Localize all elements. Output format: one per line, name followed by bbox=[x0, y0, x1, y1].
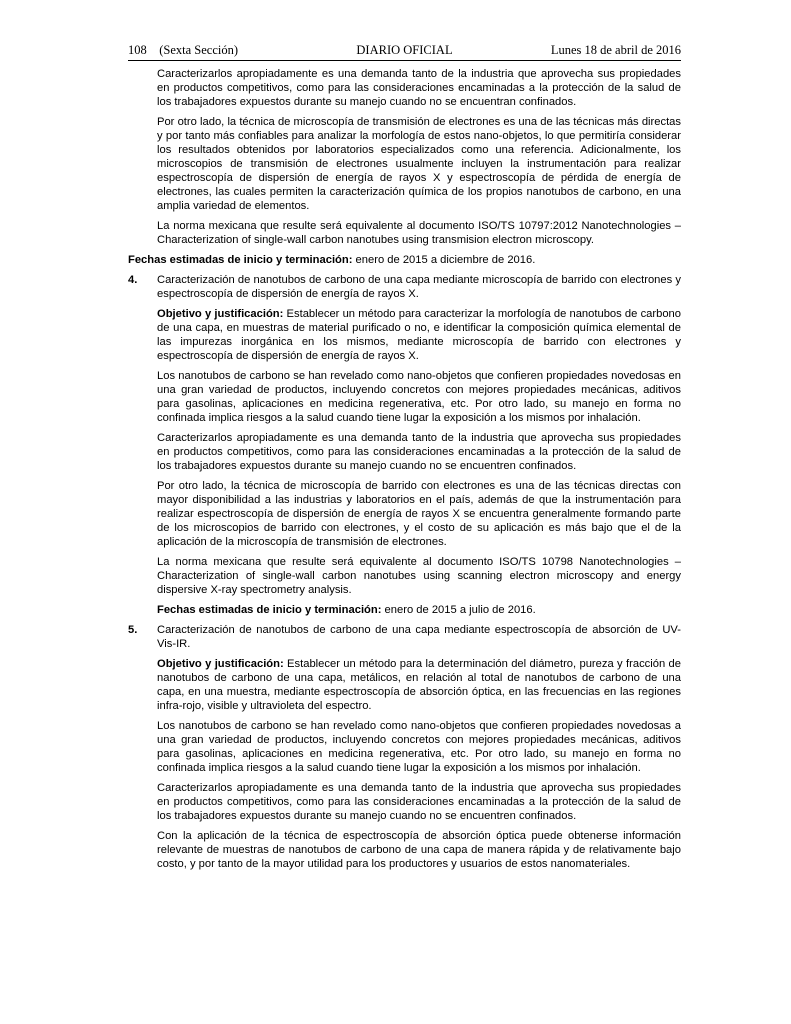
paragraph-espectroscopia-absorcion: Con la aplicación de la técnica de espectroscopía de absorción óptica puede obtenerse información relevante de muestras de nanotubos de carbono de una capa de manera rápida y de relativamente bajo costo, y por tanto de la mayor utilidad para los productores y usuarios de estos nanomateriales. bbox=[157, 830, 681, 870]
fechas-item-3 bbox=[128, 253, 681, 267]
fechas-label: Fechas estimadas de inicio y terminación: bbox=[128, 254, 353, 266]
page-number: 108 bbox=[128, 43, 147, 57]
paragraph-nanotubos-5: Los nanotubos de carbono se han revelado como nano-objetos que confieren propiedades novedosas a una gran variedad de productos, incluyendo concretos con mejores propiedades mecánicas, aditivos para gasolinas, aplicaciones en medicina regenerativa, etc. Por otro lado, su manejo en forma no confinada implica riesgos a la salud cuando tiene lugar la exposición a los mismos por inhalación. bbox=[157, 720, 681, 774]
paragraph-microscopia-barrido: Por otro lado, la técnica de microscopía de barrido con electrones es una de las técnicas directas con mayor disponibilidad a las industrias y laboratorios en el país, además de que la instrumentación para realizar espectroscopía de dispersión de energía de rayos X se encuentra generalmente formando parte de los microscopios de barrido con electrones, y el costo de su aplicación es más bajo que el de la aplicación de la microscopía de transmisión de electrones. bbox=[157, 480, 681, 548]
list-item-4 bbox=[128, 273, 681, 301]
objetivo-item-5 bbox=[157, 657, 681, 713]
paragraph-norma-10798: La norma mexicana que resulte será equivalente al documento ISO/TS 10798 Nanotechnologies – Characterization of single-wall carbon nanotubes using scanning electron microscopy and energy dispersive X-ray spectrometry analysis. bbox=[157, 556, 681, 596]
publication-title: DIARIO OFICIAL bbox=[356, 43, 453, 57]
publication-date: Lunes 18 de abril de 2016 bbox=[550, 43, 681, 57]
objetivo-label: Objetivo y justificación: bbox=[157, 658, 284, 670]
paragraph-caracterizarlos-3: Caracterizarlos apropiadamente es una demanda tanto de la industria que aprovecha sus propiedades en productos competitivos, como para las consideraciones encaminadas a la protección de la salud de los trabajadores expuestos durante su manejo cuando no se encuentren confinados. bbox=[157, 782, 681, 822]
fechas-value: enero de 2015 a diciembre de 2016. bbox=[352, 254, 536, 266]
section-label: (Sexta Sección) bbox=[159, 43, 239, 57]
item-title: Caracterización de nanotubos de carbono de una capa mediante microscopía de barrido con electrones y espectroscopía de dispersión de energía de rayos X. bbox=[157, 274, 681, 300]
fechas-item-4 bbox=[157, 603, 681, 617]
document-body bbox=[128, 67, 681, 871]
fechas-value: enero de 2015 a julio de 2016. bbox=[381, 604, 536, 616]
list-item-5 bbox=[128, 623, 681, 651]
paragraph-microscopia-transmision: Por otro lado, la técnica de microscopía de transmisión de electrones es una de las técnicas más directas y por tanto más confiables para analizar la morfología de estos nano-objetos, lo que permitiría considerar los resultados obtenidos por laboratorios especializados como una referencia. Adicionalmente, los microscopios de transmisión de electrones usualmente incluyen la instrumentación para realizar espectroscopía de dispersión de energía de rayos X y espectroscopía de pérdida de energía de electrones, las cuales permiten la caracterización química de los propios nanotubos de carbono, en una amplia variedad de elementos. bbox=[157, 116, 681, 212]
objetivo-text: Establecer un método para la determinación del diámetro, pureza y fracción de nanotubos de carbono de una capa, metálicos, en relación al total de nanotubos de carbono de una capa, en una muestra, mediante espectroscopía de absorción óptica, en las frecuencias en las regiones infra-rojo, visible y ultravioleta del espectro. bbox=[157, 658, 681, 712]
paragraph-nanotubos-4: Los nanotubos de carbono se han revelado como nano-objetos que confieren propiedades novedosas en una gran variedad de productos, incluyendo concretos con mejores propiedades mecánicas, aditivos para gasolinas, aplicaciones en medicina regenerativa, etc. Por otro lado, su manejo en forma no confinada implica riesgos a la salud cuando tiene lugar la exposición a los mismos por inhalación. bbox=[157, 370, 681, 424]
item-title: Caracterización de nanotubos de carbono de una capa mediante espectroscopía de absorción de UV-Vis-IR. bbox=[157, 624, 681, 650]
paragraph-norma-10797: La norma mexicana que resulte será equivalente al documento ISO/TS 10797:2012 Nanotechnologies – Characterization of single-wall carbon nanotubes using transmision electron microscopy. bbox=[157, 220, 681, 246]
fechas-label: Fechas estimadas de inicio y terminación: bbox=[157, 604, 382, 616]
objetivo-text: Establecer un método para caracterizar la morfología de nanotubos de carbono de una capa, en muestras de material purificado o no, e identificar la composición química elemental de las impurezas inorgánica en los mismos, mediante microscopía de barrido con electrones y espectroscopía de dispersión de energía de rayos X. bbox=[157, 308, 681, 362]
page-header bbox=[128, 40, 681, 61]
paragraph-caracterizarlos-1: Caracterizarlos apropiadamente es una demanda tanto de la industria que aprovecha sus propiedades en productos competitivos, como para las consideraciones encaminadas a la protección de la salud de los trabajadores expuestos durante su manejo cuando no se encuentran confinados. bbox=[157, 68, 681, 108]
objetivo-label: Objetivo y justificación: bbox=[157, 308, 284, 320]
item-number: 5. bbox=[128, 624, 138, 636]
item-number: 4. bbox=[128, 274, 138, 286]
paragraph-caracterizarlos-2: Caracterizarlos apropiadamente es una demanda tanto de la industria que aprovecha sus propiedades en productos competitivos, como para las consideraciones encaminadas a la protección de la salud de los trabajadores expuestos durante su manejo cuando no se encuentren confinados. bbox=[157, 432, 681, 472]
objetivo-item-4 bbox=[157, 307, 681, 363]
